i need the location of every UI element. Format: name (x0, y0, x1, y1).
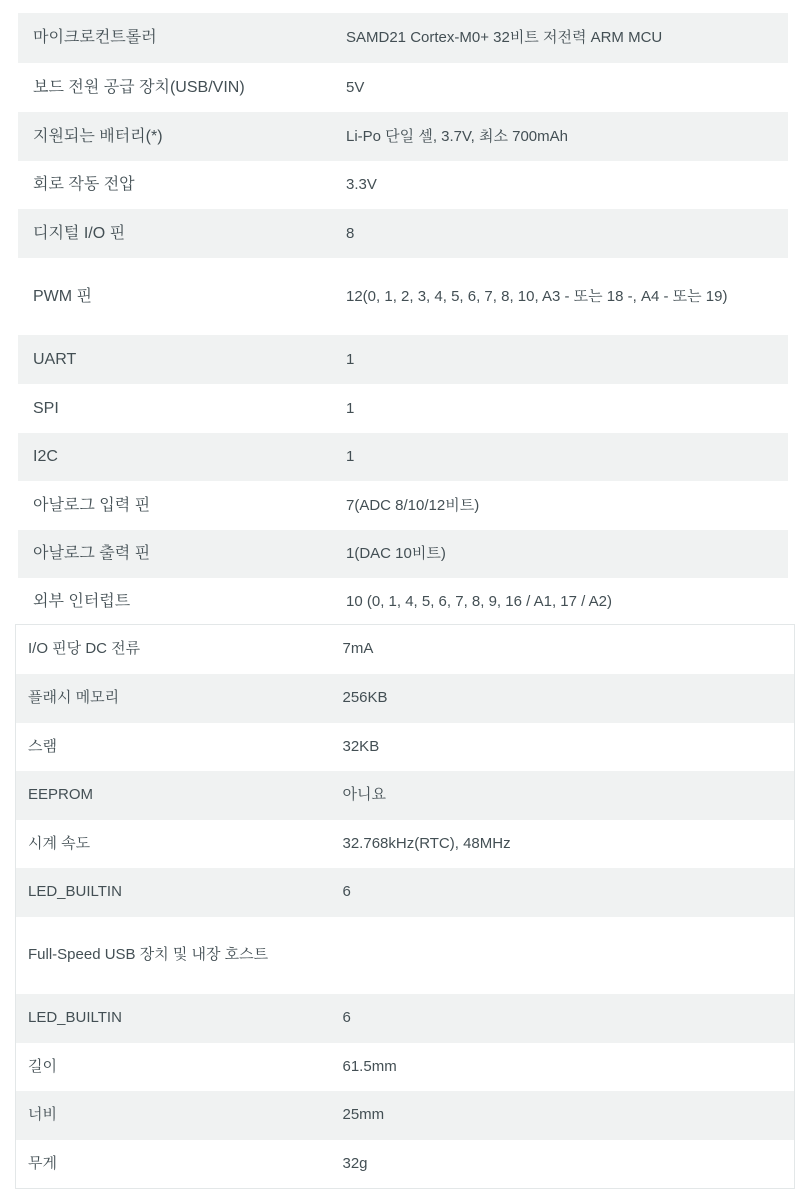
spec-value: 7mA (342, 640, 374, 658)
spec-value: 아니요 (331, 771, 795, 820)
spec-label: 무게 (28, 1154, 57, 1172)
spec-value: 10 (0, 1, 4, 5, 6, 7, 8, 9, 16 / A1, 17 / A2) (346, 593, 613, 610)
table-row (18, 13, 788, 63)
table-row (18, 63, 788, 112)
spec-label: 길이 (28, 1057, 57, 1075)
table-row (16, 625, 795, 674)
table-row (18, 335, 788, 384)
spec-label: Full-Speed USB 장치 및 내장 호스트 (28, 946, 269, 963)
spec-label: 아날로그 출력 핀 (18, 530, 332, 578)
spec-value: 32KB (342, 737, 380, 755)
spec-label: 플래시 메모리 (16, 674, 331, 723)
spec-value: 32g (342, 1154, 368, 1172)
table-row (18, 258, 788, 335)
spec-value: 8 (332, 209, 788, 258)
spec-table-1 (18, 13, 788, 626)
spec-value: 32.768kHz(RTC), 48MHz (342, 834, 511, 852)
spec-value: 6 (331, 994, 795, 1043)
table-row (16, 917, 795, 994)
table-row (18, 209, 788, 258)
spec-label: 회로 작동 전압 (33, 176, 135, 193)
table-row (16, 1140, 795, 1189)
table-row (18, 530, 788, 578)
spec-value: 1 (346, 399, 355, 417)
spec-label: LED_BUILTIN (16, 868, 331, 917)
table-row (16, 674, 795, 723)
table-row (16, 820, 795, 868)
spec-label: 지원되는 배터리(*) (18, 112, 332, 161)
spec-table-2 (15, 624, 795, 1189)
spec-value: 7(ADC 8/10/12비트) (346, 496, 480, 514)
spec-value: 1(DAC 10비트) (332, 530, 788, 578)
spec-label: 디지털 I/O 핀 (18, 209, 332, 258)
table-row (18, 384, 788, 433)
table-row (18, 112, 788, 161)
spec-value: 1 (332, 433, 788, 481)
spec-label: SPI (33, 399, 59, 417)
spec-value: 256KB (331, 674, 795, 723)
spec-label: 외부 인터럽트 (33, 593, 131, 610)
spec-value: 1 (332, 335, 788, 384)
table-row (16, 723, 795, 771)
table-row (18, 433, 788, 481)
spec-value (331, 917, 795, 994)
table-row (16, 868, 795, 917)
spec-label: 아날로그 입력 핀 (33, 496, 151, 514)
table-row (18, 161, 788, 209)
spec-label: EEPROM (16, 771, 331, 820)
spec-value: 3.3V (346, 176, 377, 193)
spec-value: SAMD21 Cortex-M0+ 32비트 저전력 ARM MCU (332, 13, 788, 63)
spec-label: I/O 핀당 DC 전류 (28, 640, 141, 658)
table-row (16, 1043, 795, 1091)
spec-label: 시계 속도 (28, 834, 91, 852)
table-row (16, 771, 795, 820)
spec-value: 6 (331, 868, 795, 917)
spec-value: 12(0, 1, 2, 3, 4, 5, 6, 7, 8, 10, A3 - 또는 18 -, A4 - 또는 19) (346, 287, 728, 305)
table-row (18, 578, 788, 626)
spec-label: 보드 전원 공급 장치(USB/VIN) (33, 78, 245, 96)
spec-value: 61.5mm (342, 1057, 397, 1075)
table-row (16, 1091, 795, 1140)
spec-value: Li-Po 단일 셀, 3.7V, 최소 700mAh (332, 112, 788, 161)
spec-label: UART (18, 335, 332, 384)
spec-label: 스램 (28, 737, 57, 755)
spec-label: LED_BUILTIN (16, 994, 331, 1043)
table-row (16, 994, 795, 1043)
spec-label: PWM 핀 (33, 287, 93, 305)
table-row (18, 481, 788, 530)
spec-value: 25mm (331, 1091, 795, 1140)
spec-label: 너비 (16, 1091, 331, 1140)
spec-value: 5V (346, 78, 365, 96)
spec-label: 마이크로컨트롤러 (18, 13, 332, 63)
spec-label: I2C (18, 433, 332, 481)
